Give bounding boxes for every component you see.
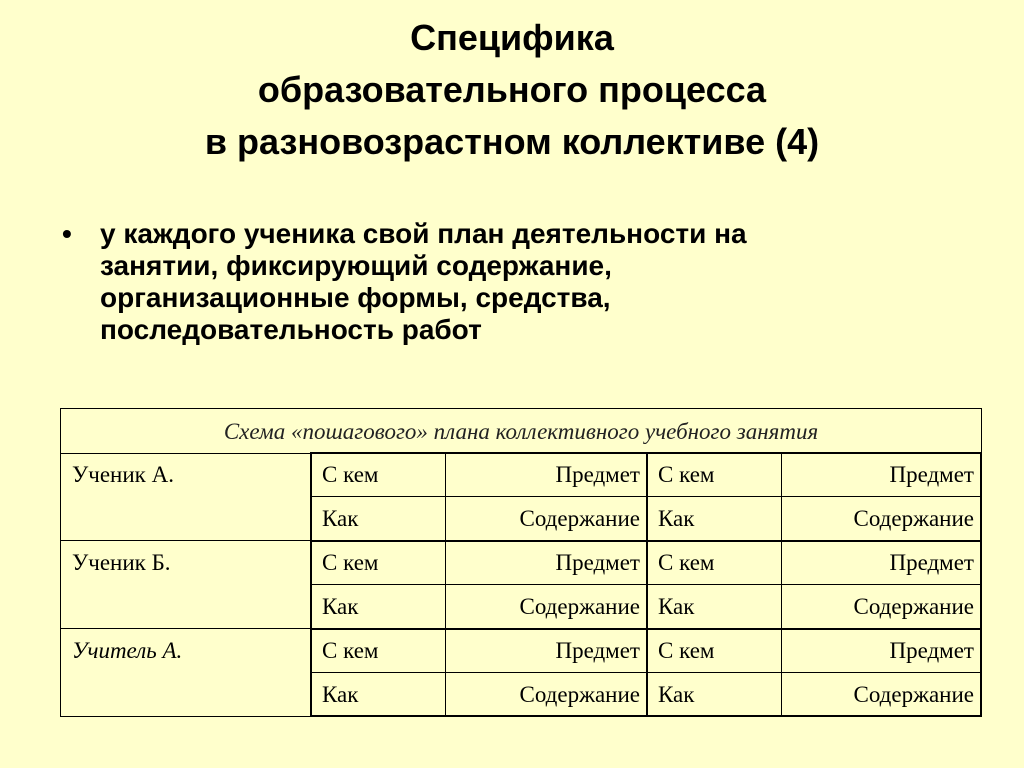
table-cell: С кем (310, 629, 445, 673)
table-cell: Как (310, 497, 445, 541)
table-cell: Содержание (445, 497, 646, 541)
bullet-text (100, 218, 930, 346)
table-cell: Как (646, 497, 781, 541)
table-cell: Как (646, 673, 781, 717)
table-cell: С кем (646, 541, 781, 585)
bullet-line-4: последовательность работ (100, 314, 482, 345)
row-label-student-a: Ученик А. (60, 453, 310, 541)
table-cell: С кем (310, 453, 445, 497)
table-cell: Как (646, 585, 781, 629)
table-cell: Предмет (445, 541, 646, 585)
table-cell: Как (310, 585, 445, 629)
table-cell: Предмет (781, 453, 982, 497)
title-line-3: в разновозрастном коллективе (4) (204, 121, 820, 162)
row-label-teacher-a: Учитель А. (60, 629, 310, 717)
table-cell: Содержание (445, 585, 646, 629)
table-cell: Содержание (445, 673, 646, 717)
table-cell: Предмет (781, 629, 982, 673)
title-line-1: Специфика (410, 17, 614, 58)
table-cell: Как (310, 673, 445, 717)
slide-title (0, 12, 1024, 168)
bullet-line-2: занятии, фиксирующий содержание, (100, 250, 612, 281)
table-cell: Предмет (445, 629, 646, 673)
table-cell: Содержание (781, 585, 982, 629)
table-cell: С кем (646, 453, 781, 497)
bullet-line-3: организационные формы, средства, (100, 282, 611, 313)
bullet-marker: • (62, 218, 72, 249)
title-line-2: образовательного процесса (257, 69, 767, 110)
bullet-line-1: у каждого ученика свой план деятельности на (100, 218, 747, 249)
table-caption (60, 408, 982, 454)
table-cell: Содержание (781, 497, 982, 541)
table-cell: Предмет (781, 541, 982, 585)
table-cell: С кем (646, 629, 781, 673)
table-caption-text: Схема «пошагового» плана коллективного учебного занятия (223, 419, 819, 444)
table-cell: Предмет (445, 453, 646, 497)
row-label-student-b: Ученик Б. (60, 541, 310, 629)
plan-table (60, 408, 982, 720)
table-cell: Содержание (781, 673, 982, 717)
table-cell: С кем (310, 541, 445, 585)
